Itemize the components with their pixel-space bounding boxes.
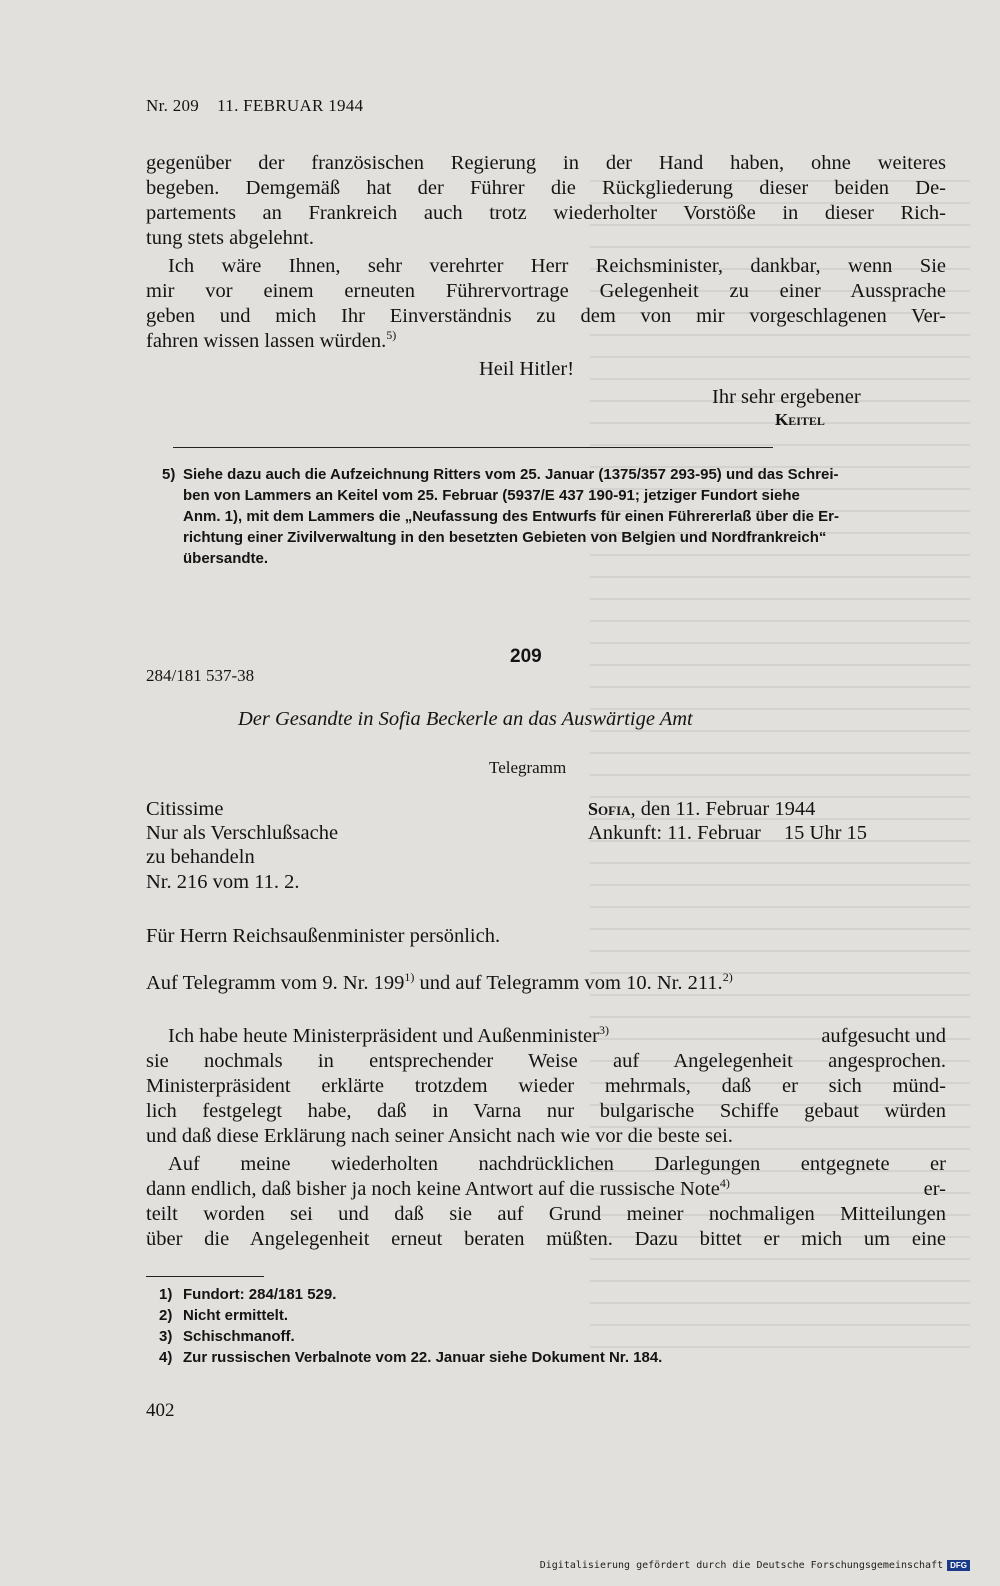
text-span: fahren wissen lassen würden.: [146, 330, 387, 352]
meta-left-line: Citissime: [146, 798, 224, 820]
footnote-line: richtung einer Zivilverwaltung in den besetzten Gebieten von Belgien und Nordfrankreich“: [183, 529, 827, 546]
text-line: über die Angelegenheit erneut beraten müßten. Dazu bittet er mich um eine: [146, 1228, 946, 1250]
footnote-text: Nicht ermittelt.: [183, 1307, 289, 1324]
footnote-ref[interactable]: 2): [722, 970, 733, 985]
text-line: tung stets abgelehnt.: [146, 227, 314, 249]
text-span: dann endlich, daß bisher ja noch keine Antwort auf die russische Note: [146, 1178, 720, 1200]
file-reference: 284/181 537-38: [146, 666, 255, 685]
credit-text: Digitalisierung gefördert durch die Deutsche Forschungsgemeinschaft: [539, 1560, 944, 1571]
footnote-divider: [146, 1276, 264, 1277]
digitization-credit: [540, 1560, 970, 1571]
footnote-marker: 2): [159, 1307, 173, 1324]
document-type: Telegramm: [489, 758, 567, 777]
text-span: Ich habe heute Ministerpräsident und Außenminister: [168, 1025, 599, 1047]
arrival-time: 15 Uhr 15: [783, 822, 868, 844]
text-line: [146, 1178, 946, 1201]
meta-left-line: zu behandeln: [146, 846, 255, 868]
text-line: sie nochmals in entsprechender Weise auf Angelegenheit angesprochen.: [146, 1050, 946, 1072]
meta-arrival: [588, 822, 867, 845]
footnote-line: ben von Lammers an Keitel vom 25. Februar (5937/E 437 190-91; jetziger Fundort siehe: [183, 487, 800, 504]
footnote-line: Anm. 1), mit dem Lammers die „Neufassung des Entwurfs für einen Führererlaß über die Er-: [183, 508, 839, 525]
footnote-text: Fundort: 284/181 529.: [183, 1286, 337, 1303]
document-number: 209: [510, 646, 542, 667]
place-name: Sofia: [588, 799, 631, 819]
reference-b: und auf Telegramm vom 10. Nr. 211.: [414, 972, 723, 994]
footnote-marker: 1): [159, 1286, 173, 1303]
footnote-marker: 3): [159, 1328, 173, 1345]
closing-signoff: Ihr sehr ergebener: [712, 386, 861, 408]
footnote-line: Siehe dazu auch die Aufzeichnung Ritters vom 25. Januar (1375/357 293-95) und das Schrei-: [183, 466, 839, 483]
dfg-logo: DFG: [947, 1560, 970, 1571]
text-line: Auf meine wiederholten nachdrücklichen Darlegungen entgegnete er: [168, 1153, 946, 1175]
text-span: [168, 1025, 609, 1048]
text-line: geben und mich Ihr Einverständnis zu dem von mir vorgeschlagenen Ver-: [146, 305, 946, 327]
text-line: [168, 1025, 946, 1048]
footnote-line: übersandte.: [183, 550, 269, 567]
text-span: aufgesucht und: [821, 1025, 946, 1047]
closing-greeting: Heil Hitler!: [479, 358, 575, 380]
text-line: Ministerpräsident erklärte trotzdem wieder mehrmals, daß er sich münd-: [146, 1075, 946, 1097]
footnote-ref[interactable]: 4): [719, 1176, 730, 1191]
footnote-text: Schischmanoff.: [183, 1328, 295, 1345]
footnote-ref[interactable]: 1): [404, 970, 415, 985]
footnote-ref[interactable]: 5): [386, 328, 397, 343]
meta-left-line: Nr. 216 vom 11. 2.: [146, 871, 300, 893]
meta-place-date: [588, 798, 815, 821]
page-number: 402: [146, 1400, 175, 1421]
footnote-text: Zur russischen Verbalnote vom 22. Januar siehe Dokument Nr. 184.: [183, 1349, 663, 1366]
header-date: 11. FEBRUAR 1944: [217, 96, 364, 115]
document-title: Der Gesandte in Sofia Beckerle an das Auswärtige Amt: [238, 708, 693, 730]
text-line: und daß diese Erklärung nach seiner Ansicht nach wie vor die beste sei.: [146, 1125, 733, 1147]
meta-left-line: Nur als Verschlußsache: [146, 822, 339, 844]
text-span: er-: [923, 1178, 946, 1200]
text-line: gegenüber der französischen Regierung in der Hand haben, ohne weiteres: [146, 152, 946, 174]
footnote-divider: [173, 447, 773, 448]
footnote-ref[interactable]: 3): [598, 1023, 609, 1038]
footnote-marker: 4): [159, 1349, 173, 1366]
text-span: [146, 1178, 730, 1201]
text-line: begeben. Demgemäß hat der Führer die Rückgliederung dieser beiden De-: [146, 177, 946, 199]
date-line: , den 11. Februar 1944: [630, 798, 816, 820]
reference-a: Auf Telegramm vom 9. Nr. 199: [146, 972, 405, 994]
text-line: partements an Frankreich auch trotz wiederholter Vorstöße in dieser Rich-: [146, 202, 946, 224]
addressee: Für Herrn Reichsaußenminister persönlich.: [146, 925, 501, 947]
header-doc-number: Nr. 209: [146, 96, 200, 115]
footnote-marker: 5): [162, 466, 176, 483]
text-line: teilt worden sei und daß sie auf Grund meiner nochmaligen Mitteilungen: [146, 1203, 946, 1225]
text-line: [146, 330, 396, 353]
reference-line: [146, 972, 733, 995]
arrival-date: Ankunft: 11. Februar: [588, 822, 761, 844]
text-line: mir vor einem erneuten Führervortrage Gelegenheit zu einer Aussprache: [146, 280, 946, 302]
signature: Keitel: [775, 410, 825, 429]
running-header: [146, 96, 363, 116]
text-line: Ich wäre Ihnen, sehr verehrter Herr Reichsminister, dankbar, wenn Sie: [168, 255, 946, 277]
text-line: lich festgelegt habe, daß in Varna nur bulgarische Schiffe gebaut würden: [146, 1100, 946, 1122]
